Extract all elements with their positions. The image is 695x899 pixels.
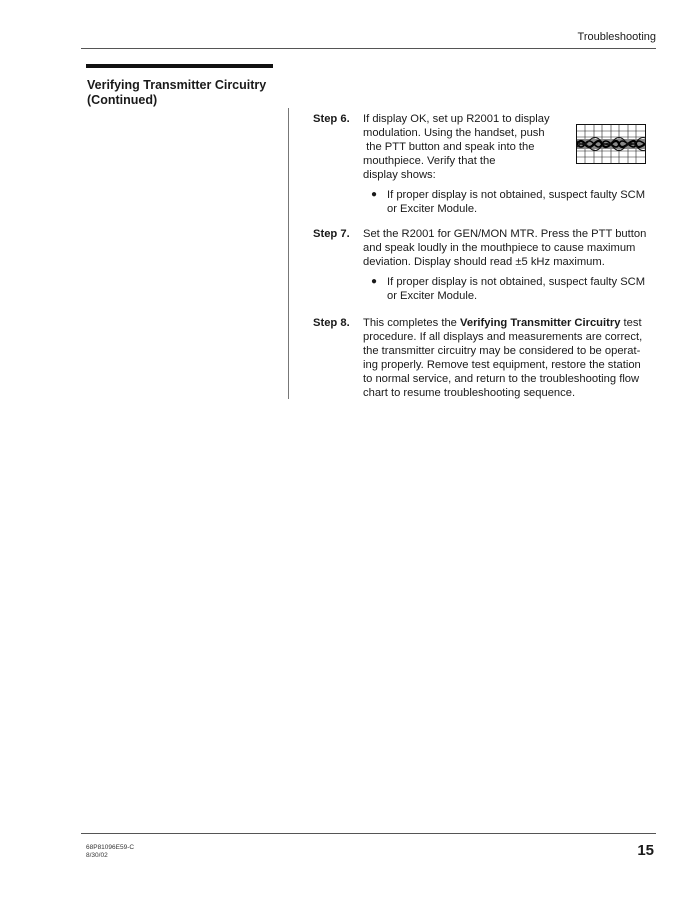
step-text-line	[363, 316, 658, 330]
page-number: 15	[637, 842, 654, 859]
header-rule	[81, 48, 656, 49]
step-text-line: deviation. Display should read ±5 kHz maximum.	[363, 256, 605, 268]
bullet-text-line: or Exciter Module.	[387, 203, 478, 215]
header-section-title: Troubleshooting	[577, 31, 656, 43]
step-text-line: ing properly. Remove test equipment, restore the station	[363, 359, 641, 371]
footer-rule	[81, 833, 656, 834]
step-text-line: chart to resume troubleshooting sequence.	[363, 387, 576, 399]
step-text-line: the PTT button and speak into the	[363, 141, 535, 153]
bullet-dot-icon: ●	[371, 189, 378, 200]
section-title-line: Verifying Transmitter Circuitry	[87, 78, 267, 92]
step-body	[363, 227, 658, 303]
bullet-item	[363, 275, 658, 303]
section-title	[87, 78, 287, 108]
step-text-line: and speak loudly in the mouthpiece to cause maximum	[363, 242, 636, 254]
step-text-line: modulation. Using the handset, push	[363, 127, 545, 139]
step-label: Step 7.	[313, 228, 350, 240]
column-divider	[288, 108, 289, 399]
document-number: 68P81096E59-C	[86, 844, 135, 851]
bullet-text-line: or Exciter Module.	[387, 290, 478, 302]
modulation-display-illustration	[576, 124, 646, 164]
step-body	[363, 316, 658, 400]
bullet-text-line: If proper display is not obtained, suspect faulty SCM	[387, 276, 646, 288]
step-text-line: If display OK, set up R2001 to display	[363, 113, 550, 125]
step-text-line: procedure. If all displays and measurements are correct,	[363, 331, 643, 343]
step-text-line: the transmitter circuitry may be considered to be operat-	[363, 345, 641, 357]
procedure-name-emphasis: Verifying Transmitter Circuitry	[460, 317, 621, 329]
bullet-dot-icon: ●	[371, 276, 378, 287]
footer-doc-info	[86, 844, 134, 860]
step-text-fragment: test	[620, 317, 642, 329]
section-title-continued: (Continued)	[87, 93, 158, 107]
step-text-line: mouthpiece. Verify that the	[363, 155, 496, 167]
step-text-line: to normal service, and return to the troubleshooting flow	[363, 373, 640, 385]
step-text-line: display shows:	[363, 169, 436, 181]
heading-bar	[86, 64, 273, 68]
step-label: Step 8.	[313, 317, 350, 329]
bullet-item	[363, 188, 658, 216]
step-text-line: Set the R2001 for GEN/MON MTR. Press the PTT button	[363, 228, 647, 240]
bullet-text-line: If proper display is not obtained, suspect faulty SCM	[387, 189, 646, 201]
step-text-fragment: This completes the	[363, 317, 461, 329]
document-date: 8/30/02	[86, 852, 108, 859]
step-label: Step 6.	[313, 113, 350, 125]
oscilloscope-waveform-icon	[577, 125, 645, 163]
